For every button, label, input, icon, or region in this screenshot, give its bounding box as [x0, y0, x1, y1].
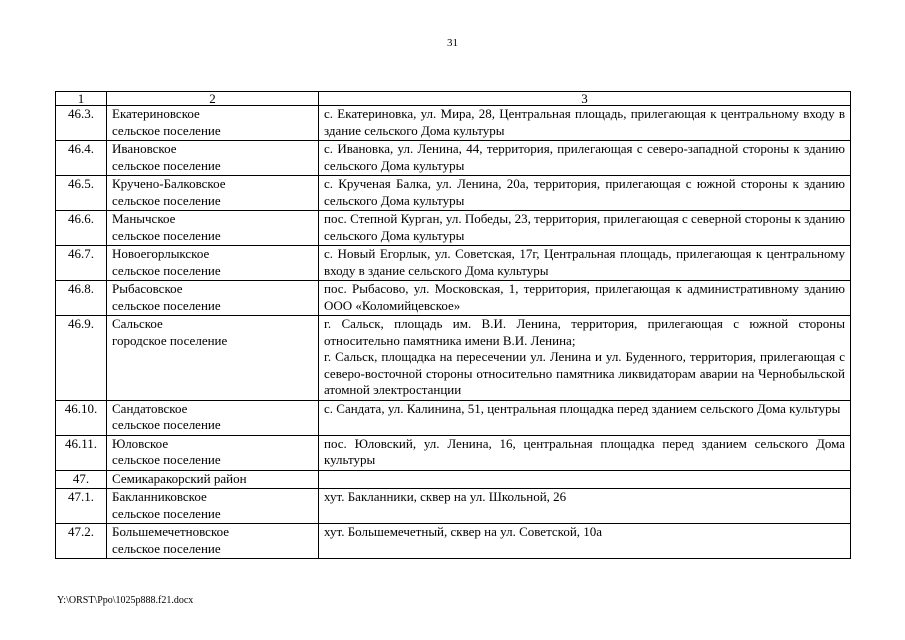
- address-cell: [319, 489, 851, 524]
- address-text: г. Сальск, площадка на пересечении ул. Ленина и ул. Буденного, территория, прилегающая с северо-восточной стороны относительно памятника ликвидаторам аварии на Чернобыльской атомной электростанции: [324, 349, 845, 397]
- table-row: [56, 211, 851, 246]
- row-number: 47.2.: [56, 524, 107, 559]
- table-row: [56, 470, 851, 489]
- settlement-name: Семикаракорский район: [107, 470, 319, 489]
- settlement-name: Сандатовское сельское поселение: [107, 400, 319, 435]
- address-cell: [319, 176, 851, 211]
- table-row: [56, 435, 851, 470]
- row-number: 46.10.: [56, 400, 107, 435]
- row-number: 46.9.: [56, 316, 107, 401]
- address-cell: [319, 211, 851, 246]
- table-row: [56, 106, 851, 141]
- settlements-table: [55, 91, 851, 559]
- row-number: 46.6.: [56, 211, 107, 246]
- row-number: 47.: [56, 470, 107, 489]
- column-header-number: 1: [56, 92, 107, 106]
- settlement-name: Екатериновское сельское поселение: [107, 106, 319, 141]
- row-number: 46.3.: [56, 106, 107, 141]
- address-text: пос. Рыбасово, ул. Московская, 1, территория, прилегающая к административному зданию ООО «Коломийцевское»: [324, 281, 845, 313]
- table-row: [56, 489, 851, 524]
- table-row: [56, 316, 851, 401]
- address-cell: [319, 316, 851, 401]
- table-row: [56, 246, 851, 281]
- address-cell: [319, 400, 851, 435]
- address-cell: [319, 106, 851, 141]
- table-row: [56, 281, 851, 316]
- row-number: 46.5.: [56, 176, 107, 211]
- settlement-name: Кручено-Балковское сельское поселение: [107, 176, 319, 211]
- table-row: [56, 524, 851, 559]
- settlement-name: Манычское сельское поселение: [107, 211, 319, 246]
- settlement-name: Юловское сельское поселение: [107, 435, 319, 470]
- address-text: пос. Степной Курган, ул. Победы, 23, территория, прилегающая с северной стороны к зданию сельского Дома культуры: [324, 211, 845, 243]
- address-text: пос. Юловский, ул. Ленина, 16, центральная площадка перед зданием сельского Дома культуры: [324, 435, 845, 467]
- address-text: с. Крученая Балка, ул. Ленина, 20а, территория, прилегающая с южной стороны к зданию сельского Дома культуры: [324, 176, 845, 208]
- address-cell: [319, 281, 851, 316]
- settlement-name: Ивановское сельское поселение: [107, 141, 319, 176]
- address-text: хут. Бакланники, сквер на ул. Школьной, 26: [324, 489, 567, 504]
- page-number: 31: [447, 37, 458, 49]
- address-cell: [319, 141, 851, 176]
- row-number: 46.7.: [56, 246, 107, 281]
- table-row: [56, 141, 851, 176]
- settlement-name: Новоегорлыкское сельское поселение: [107, 246, 319, 281]
- table-row: [56, 176, 851, 211]
- settlement-name: Бакланниковское сельское поселение: [107, 489, 319, 524]
- settlement-name: Сальское городское поселение: [107, 316, 319, 401]
- address-cell: [319, 470, 851, 489]
- row-number: 46.4.: [56, 141, 107, 176]
- table-body: [56, 106, 851, 559]
- row-number: 46.11.: [56, 435, 107, 470]
- address-cell: [319, 246, 851, 281]
- address-text: с. Сандата, ул. Калинина, 51, центральная площадка перед зданием сельского Дома культуры: [324, 400, 841, 416]
- table-header-row: [56, 92, 851, 106]
- file-path-footer: Y:\ORST\Ppo\1025p888.f21.docx: [57, 595, 194, 606]
- column-header-address: 3: [319, 92, 851, 106]
- address-text: с. Ивановка, ул. Ленина, 44, территория, прилегающая с северо-западной стороны к зданию сельского Дома культуры: [324, 141, 845, 173]
- address-text: с. Екатериновка, ул. Мира, 28, Центральная площадь, прилегающая к центральному входу в здание сельского Дома культуры: [324, 106, 845, 138]
- address-cell: [319, 524, 851, 559]
- settlement-name: Большемечетновское сельское поселение: [107, 524, 319, 559]
- column-header-settlement: 2: [107, 92, 319, 106]
- row-number: 47.1.: [56, 489, 107, 524]
- table-row: [56, 400, 851, 435]
- address-text: с. Новый Егорлык, ул. Советская, 17г, Центральная площадь, прилегающая к центральному входу в здание сельского Дома культуры: [324, 246, 845, 278]
- settlement-name: Рыбасовское сельское поселение: [107, 281, 319, 316]
- row-number: 46.8.: [56, 281, 107, 316]
- address-cell: [319, 435, 851, 470]
- address-text: г. Сальск, площадь им. В.И. Ленина, территория, прилегающая с южной стороны относительно памятника имени В.И. Ленина;: [324, 316, 845, 348]
- address-text: хут. Большемечетный, сквер на ул. Советской, 10а: [324, 524, 603, 539]
